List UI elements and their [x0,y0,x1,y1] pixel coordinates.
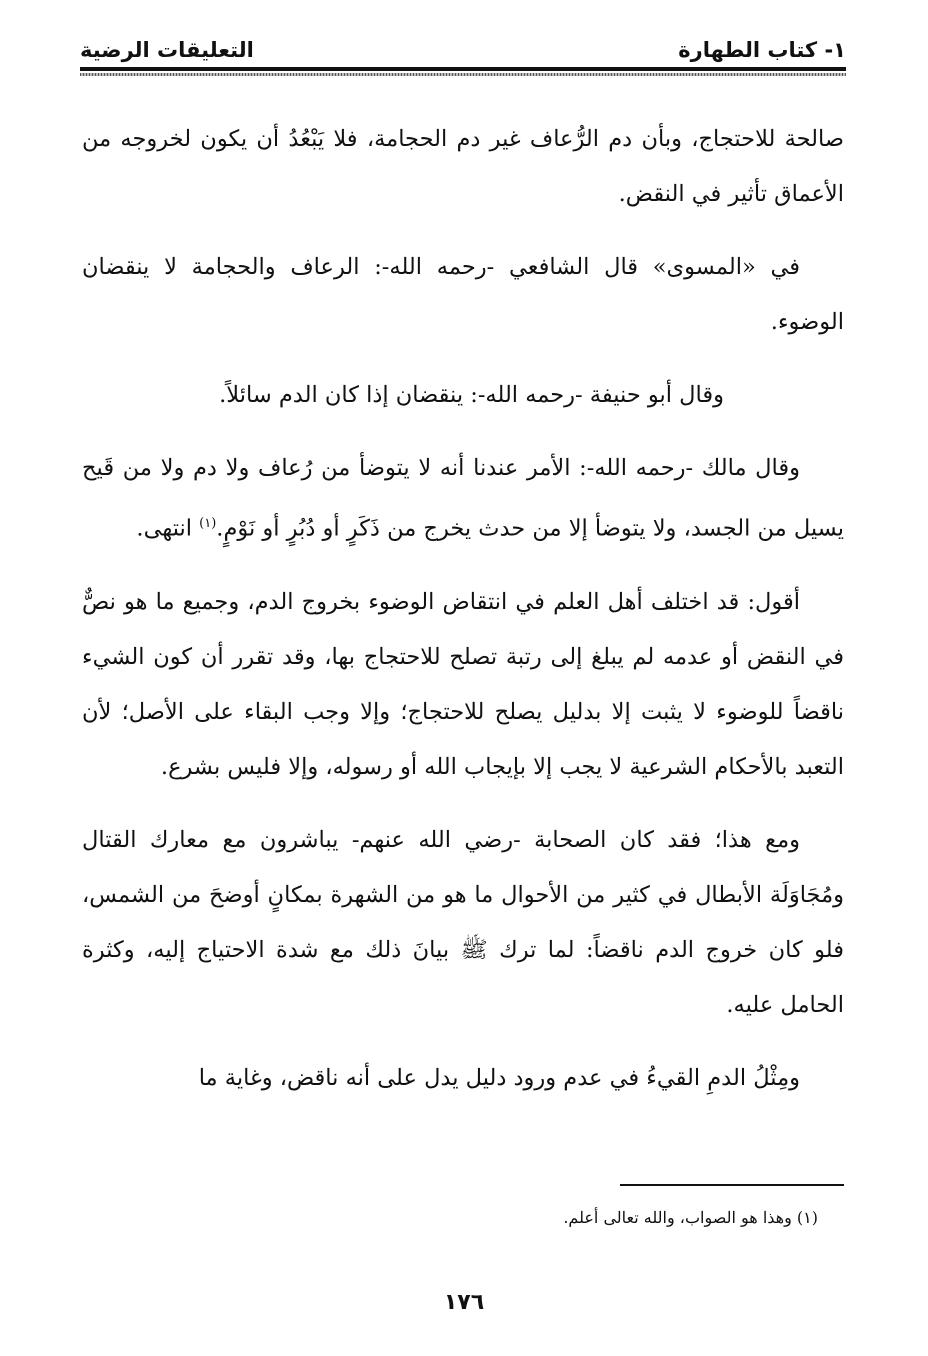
paragraph-with-note [82,441,844,557]
footnote-rule [620,1184,844,1186]
paragraph-tail: انتهى. [136,515,200,542]
paragraph: وقال أبو حنيفة -رحمه الله-: ينقضان إذا كان الدم سائلاً. [219,382,724,408]
running-header [80,36,846,66]
paragraph-text: وقال مالك -رحمه الله-: الأمر عندنا أنه لا يتوضأ من رُعاف ولا دم ولا من قَيح يسيل من الجسد، ولا يتوضأ إلا من حدث يخرج من ذَكَرٍ أو دُبُرٍ أو نَوْمٍ. [82,455,844,542]
chapter-title: ١- كتاب الطهارة [678,38,846,62]
paragraph: صالحة للاحتجاج، وبأن دم الرُّعاف غير دم الحجامة، فلا يَبْعُدُ أن يكون لخروجه من الأعماق تأثير في النقض. [82,126,844,207]
page-number: ١٧٦ [443,1290,485,1315]
footnote: (١) وهذا هو الصواب، والله تعالى أعلم. [563,1208,818,1227]
paragraph: ومع هذا؛ فقد كان الصحابة -رضي الله عنهم- يباشرون مع معارك القتال ومُجَاوَلَة الأبطال في كثير من الأحوال ما هو من الشهرة بمكانٍ أوضحَ من الشمس، فلو كان خروج الدم ناقضاً: لما ترك ﷺ بيانَ ذلك مع شدة الاحتياج إليه، وكثرة الحامل عليه. [82,826,844,1018]
header-rule-shade [80,73,846,76]
paragraph: في «المسوى» قال الشافعي -رحمه الله-: الرعاف والحجامة لا ينقضان الوضوء. [82,254,844,335]
footnote-marker: (١) [199,516,217,531]
header-rule [80,67,846,71]
main-text [82,112,844,1124]
paragraph: ومِثْلُ الدمِ القيءُ في عدم ورود دليل يدل على أنه ناقض، وغاية ما [198,1064,800,1091]
book-title: التعليقات الرضية [80,38,254,62]
paragraph: أقول: قد اختلف أهل العلم في انتقاض الوضوء بخروج الدم، وجميع ما هو نصٌّ في النقض أو عدمه لم يبلغ إلى رتبة تصلح للاحتجاج بها، وقد تقرر أن كون الشيء ناقضاً للوضوء لا يثبت إلا بدليل يصلح للاحتجاج؛ وإلا وجب البقاء على الأصل؛ لأن التعبد بالأحكام الشرعية لا يجب إلا بإيجاب الله أو رسوله، وإلا فليس بشرع. [82,588,844,780]
